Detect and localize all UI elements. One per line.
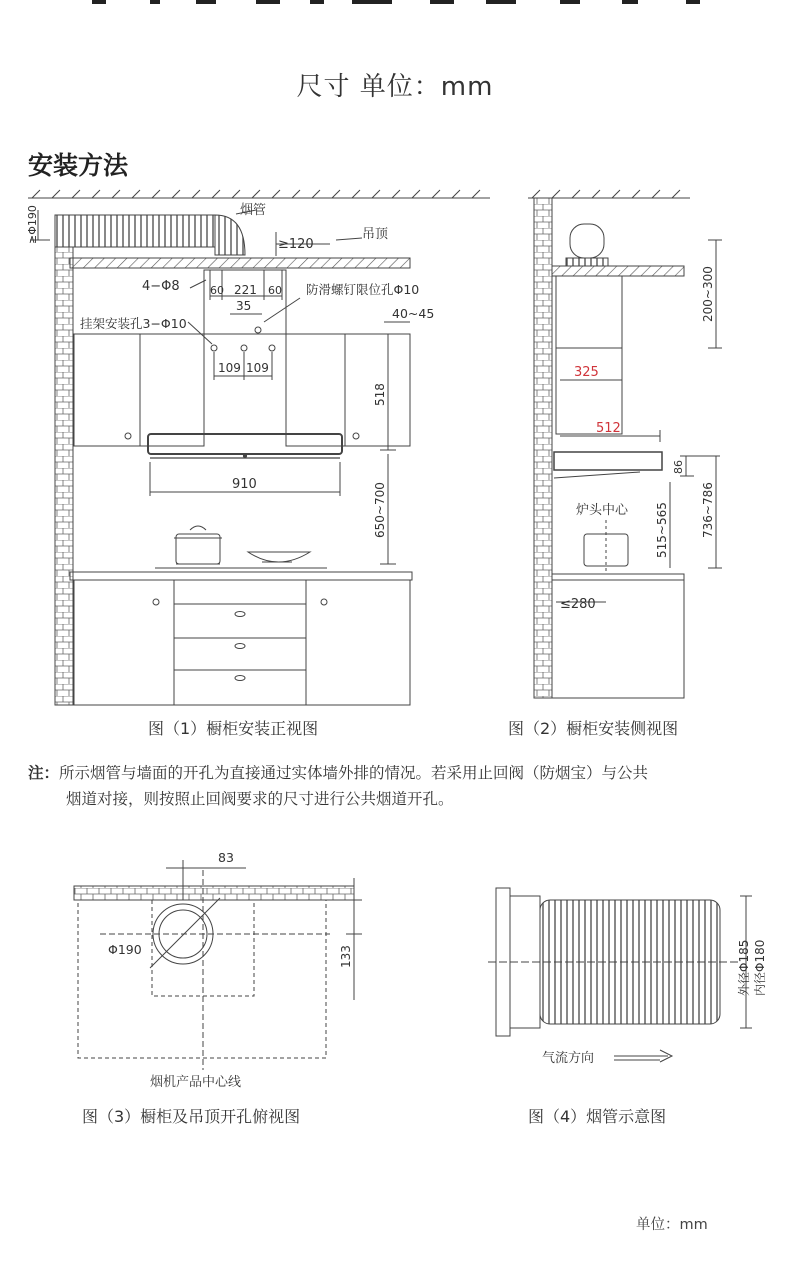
label-d109a: 109 [218,361,241,375]
section-title: 安装方法 [28,151,129,180]
label-top-phi190: Φ190 [108,942,142,957]
note-prefix: 注： [28,764,60,782]
label-pipe: 烟管 [240,203,267,218]
fig1-caption: 图（1）橱柜安装正视图 [148,719,319,738]
label-d133: 133 [339,945,353,968]
label-d910: 910 [232,477,257,492]
side-hood [554,452,662,470]
label-d83: 83 [218,850,234,865]
left-wall [55,215,73,705]
figure-3-top-view [74,860,362,1070]
label-phi190: ≥Φ190 [26,205,39,244]
label-d60a: 60 [210,284,224,297]
exhaust-pipe-elbow [215,215,245,255]
figure-4-pipe [488,888,752,1062]
top-ceiling-wall [74,886,354,900]
cooktop [155,562,327,568]
fig3-caption: 图（3）橱柜及吊顶开孔俯视图 [82,1107,301,1126]
label-d512: 512 [596,421,621,436]
label-d35: 35 [236,299,252,313]
figure-1-front-view [28,190,490,705]
label-gap-120: ≥120 [278,237,314,252]
pipe-end [570,224,604,258]
installation-note [28,760,768,812]
side-base-cabinet [552,574,684,698]
label-inner-diameter: 内径Φ180 [753,939,767,996]
upper-cabinet-left [74,334,204,446]
base-cabinet-left [74,580,174,705]
top-cabinet-outline [78,900,326,1058]
base-cabinet-right [306,580,410,705]
side-wall [534,198,552,698]
label-d280: ≤280 [560,597,596,612]
note-line-2: 烟道对接，则按照止回阀要求的尺寸进行公共烟道开孔。 [66,790,454,808]
exhaust-pipe-horizontal [55,215,215,247]
label-center-line: 烟机产品中心线 [150,1075,242,1090]
label-d109b: 109 [246,361,269,375]
countertop [70,572,412,580]
unit-title: 尺寸 单位：mm [296,72,494,102]
fig2-caption: 图（2）橱柜安装侧视图 [508,719,679,738]
label-d86: 86 [672,460,685,474]
hanger-hole-2 [241,345,247,351]
label-ceiling: 吊顶 [362,227,389,242]
label-holes-4: 4−Φ8 [142,279,180,294]
label-d221: 221 [234,283,257,297]
range-hood-body [148,434,342,454]
label-d518: 518 [373,383,387,406]
ceiling-hatch [32,190,480,198]
note-line-1: 所示烟管与墙面的开孔为直接通过实体墙外排的情况。若采用止回阀（防烟宝）与公共 [59,764,649,782]
label-airflow: 气流方向 [542,1051,595,1066]
label-d200-300: 200~300 [701,266,715,322]
label-hanger: 挂架安装孔3−Φ10 [80,316,187,331]
fig4-caption: 图（4）烟管示意图 [528,1107,667,1126]
label-anti-slip: 防滑螺钉限位孔Φ10 [306,282,420,297]
anti-slip-hole [255,327,261,333]
label-d515-565: 515~565 [655,502,669,558]
label-d60b: 60 [268,284,282,297]
upper-cabinet-right [286,334,410,446]
side-suspended-ceiling [552,266,684,276]
hanger-hole-3 [269,345,275,351]
figure-2-side-view [528,190,722,698]
wok [248,552,310,562]
hanger-hole-1 [211,345,217,351]
label-d325: 325 [574,365,599,380]
label-outer-diameter: 外径Φ185 [737,939,751,996]
label-d736-786: 736~786 [701,482,715,538]
base-drawers [174,580,306,705]
suspended-ceiling [70,258,410,268]
label-burner: 炉头中心 [576,503,629,518]
label-d650-700: 650~700 [373,482,387,538]
footer-unit: 单位：mm [636,1217,708,1233]
label-d40-45: 40~45 [392,306,435,321]
